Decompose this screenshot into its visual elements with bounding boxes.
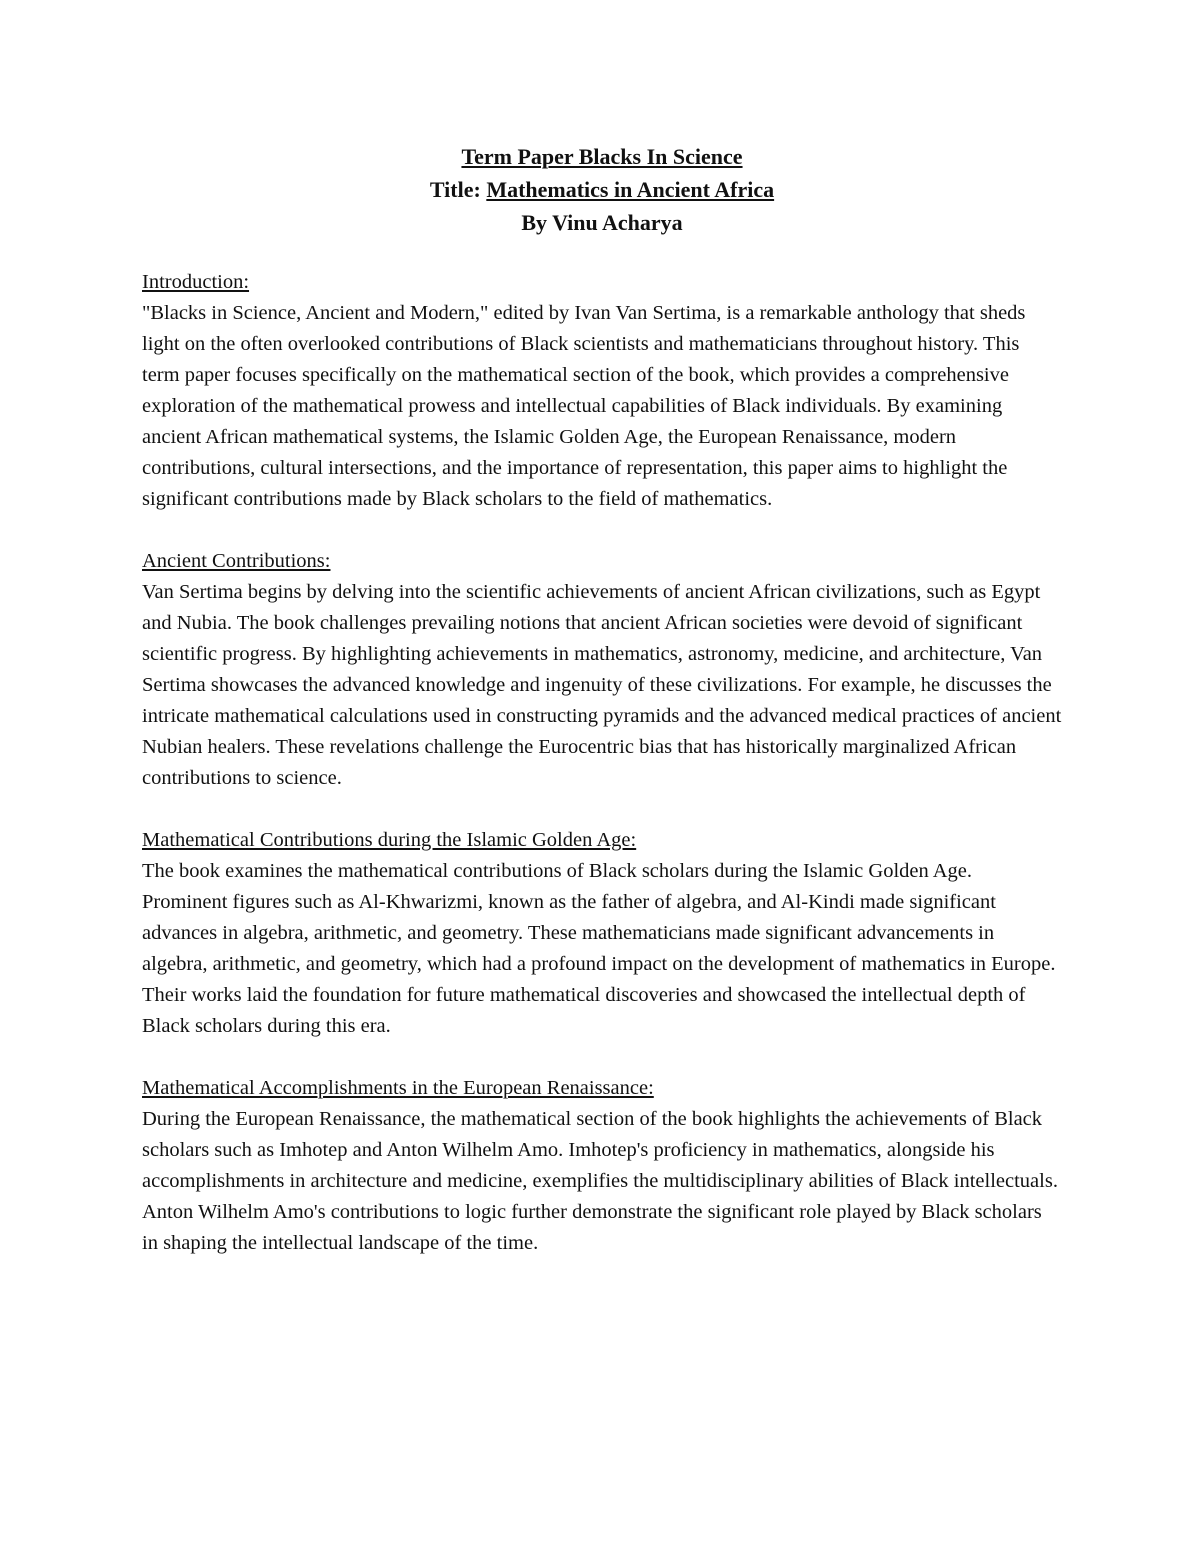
document-course-title: Term Paper Blacks In Science <box>461 144 743 169</box>
section-introduction <box>142 267 1062 515</box>
section-heading: Ancient Contributions: <box>142 550 331 572</box>
section-ancient-contributions <box>142 546 1062 794</box>
section-body: The book examines the mathematical contributions of Black scholars during the Islamic Golden Age. Prominent figures such as Al-Khwarizmi, known as the father of algebra, and Al-Kindi made significant advances in algebra, arithmetic, and geometry. These mathematicians made significant advancements in algebra, arithmetic, and geometry, which had a profound impact on the development of mathematics in Europe. Their works laid the foundation for future mathematical discoveries and showcased the intellectual depth of Black scholars during this era. <box>142 860 1056 1037</box>
section-body: Van Sertima begins by delving into the scientific achievements of ancient African civilizations, such as Egypt and Nubia. The book challenges prevailing notions that ancient African societies were devoid of significant scientific progress. By highlighting achievements in mathematics, astronomy, medicine, and architecture, Van Sertima showcases the advanced knowledge and ingenuity of these civilizations. For example, he discusses the intricate mathematical calculations used in constructing pyramids and the advanced medical practices of ancient Nubian healers. These revelations challenge the Eurocentric bias that has historically marginalized African contributions to science. <box>142 581 1062 789</box>
section-body: "Blacks in Science, Ancient and Modern," edited by Ivan Van Sertima, is a remarkable anthology that sheds light on the often overlooked contributions of Black scientists and mathematicians throughout history. This term paper focuses specifically on the mathematical section of the book, which provides a comprehensive exploration of the mathematical prowess and intellectual capabilities of Black individuals. By examining ancient African mathematical systems, the Islamic Golden Age, the European Renaissance, modern contributions, cultural intersections, and the importance of representation, this paper aims to highlight the significant contributions made by Black scholars to the field of mathematics. <box>142 302 1026 510</box>
title-block <box>142 140 1062 239</box>
document-author: By Vinu Acharya <box>521 210 683 235</box>
section-heading: Mathematical Contributions during the Islamic Golden Age: <box>142 829 637 851</box>
document-title: Mathematics in Ancient Africa <box>486 177 775 202</box>
section-heading: Introduction: <box>142 271 250 293</box>
section-islamic-golden-age <box>142 825 1062 1042</box>
section-european-renaissance <box>142 1073 1062 1259</box>
document-page <box>142 140 1062 1290</box>
title-prefix: Title: <box>429 177 487 202</box>
section-heading: Mathematical Accomplishments in the European Renaissance: <box>142 1077 654 1099</box>
section-body: During the European Renaissance, the mathematical section of the book highlights the achievements of Black scholars such as Imhotep and Anton Wilhelm Amo. Imhotep's proficiency in mathematics, alongside his accomplishments in architecture and medicine, exemplifies the multidisciplinary abilities of Black intellectuals. Anton Wilhelm Amo's contributions to logic further demonstrate the significant role played by Black scholars in shaping the intellectual landscape of the time. <box>142 1108 1058 1254</box>
document-title-line <box>142 173 1062 206</box>
